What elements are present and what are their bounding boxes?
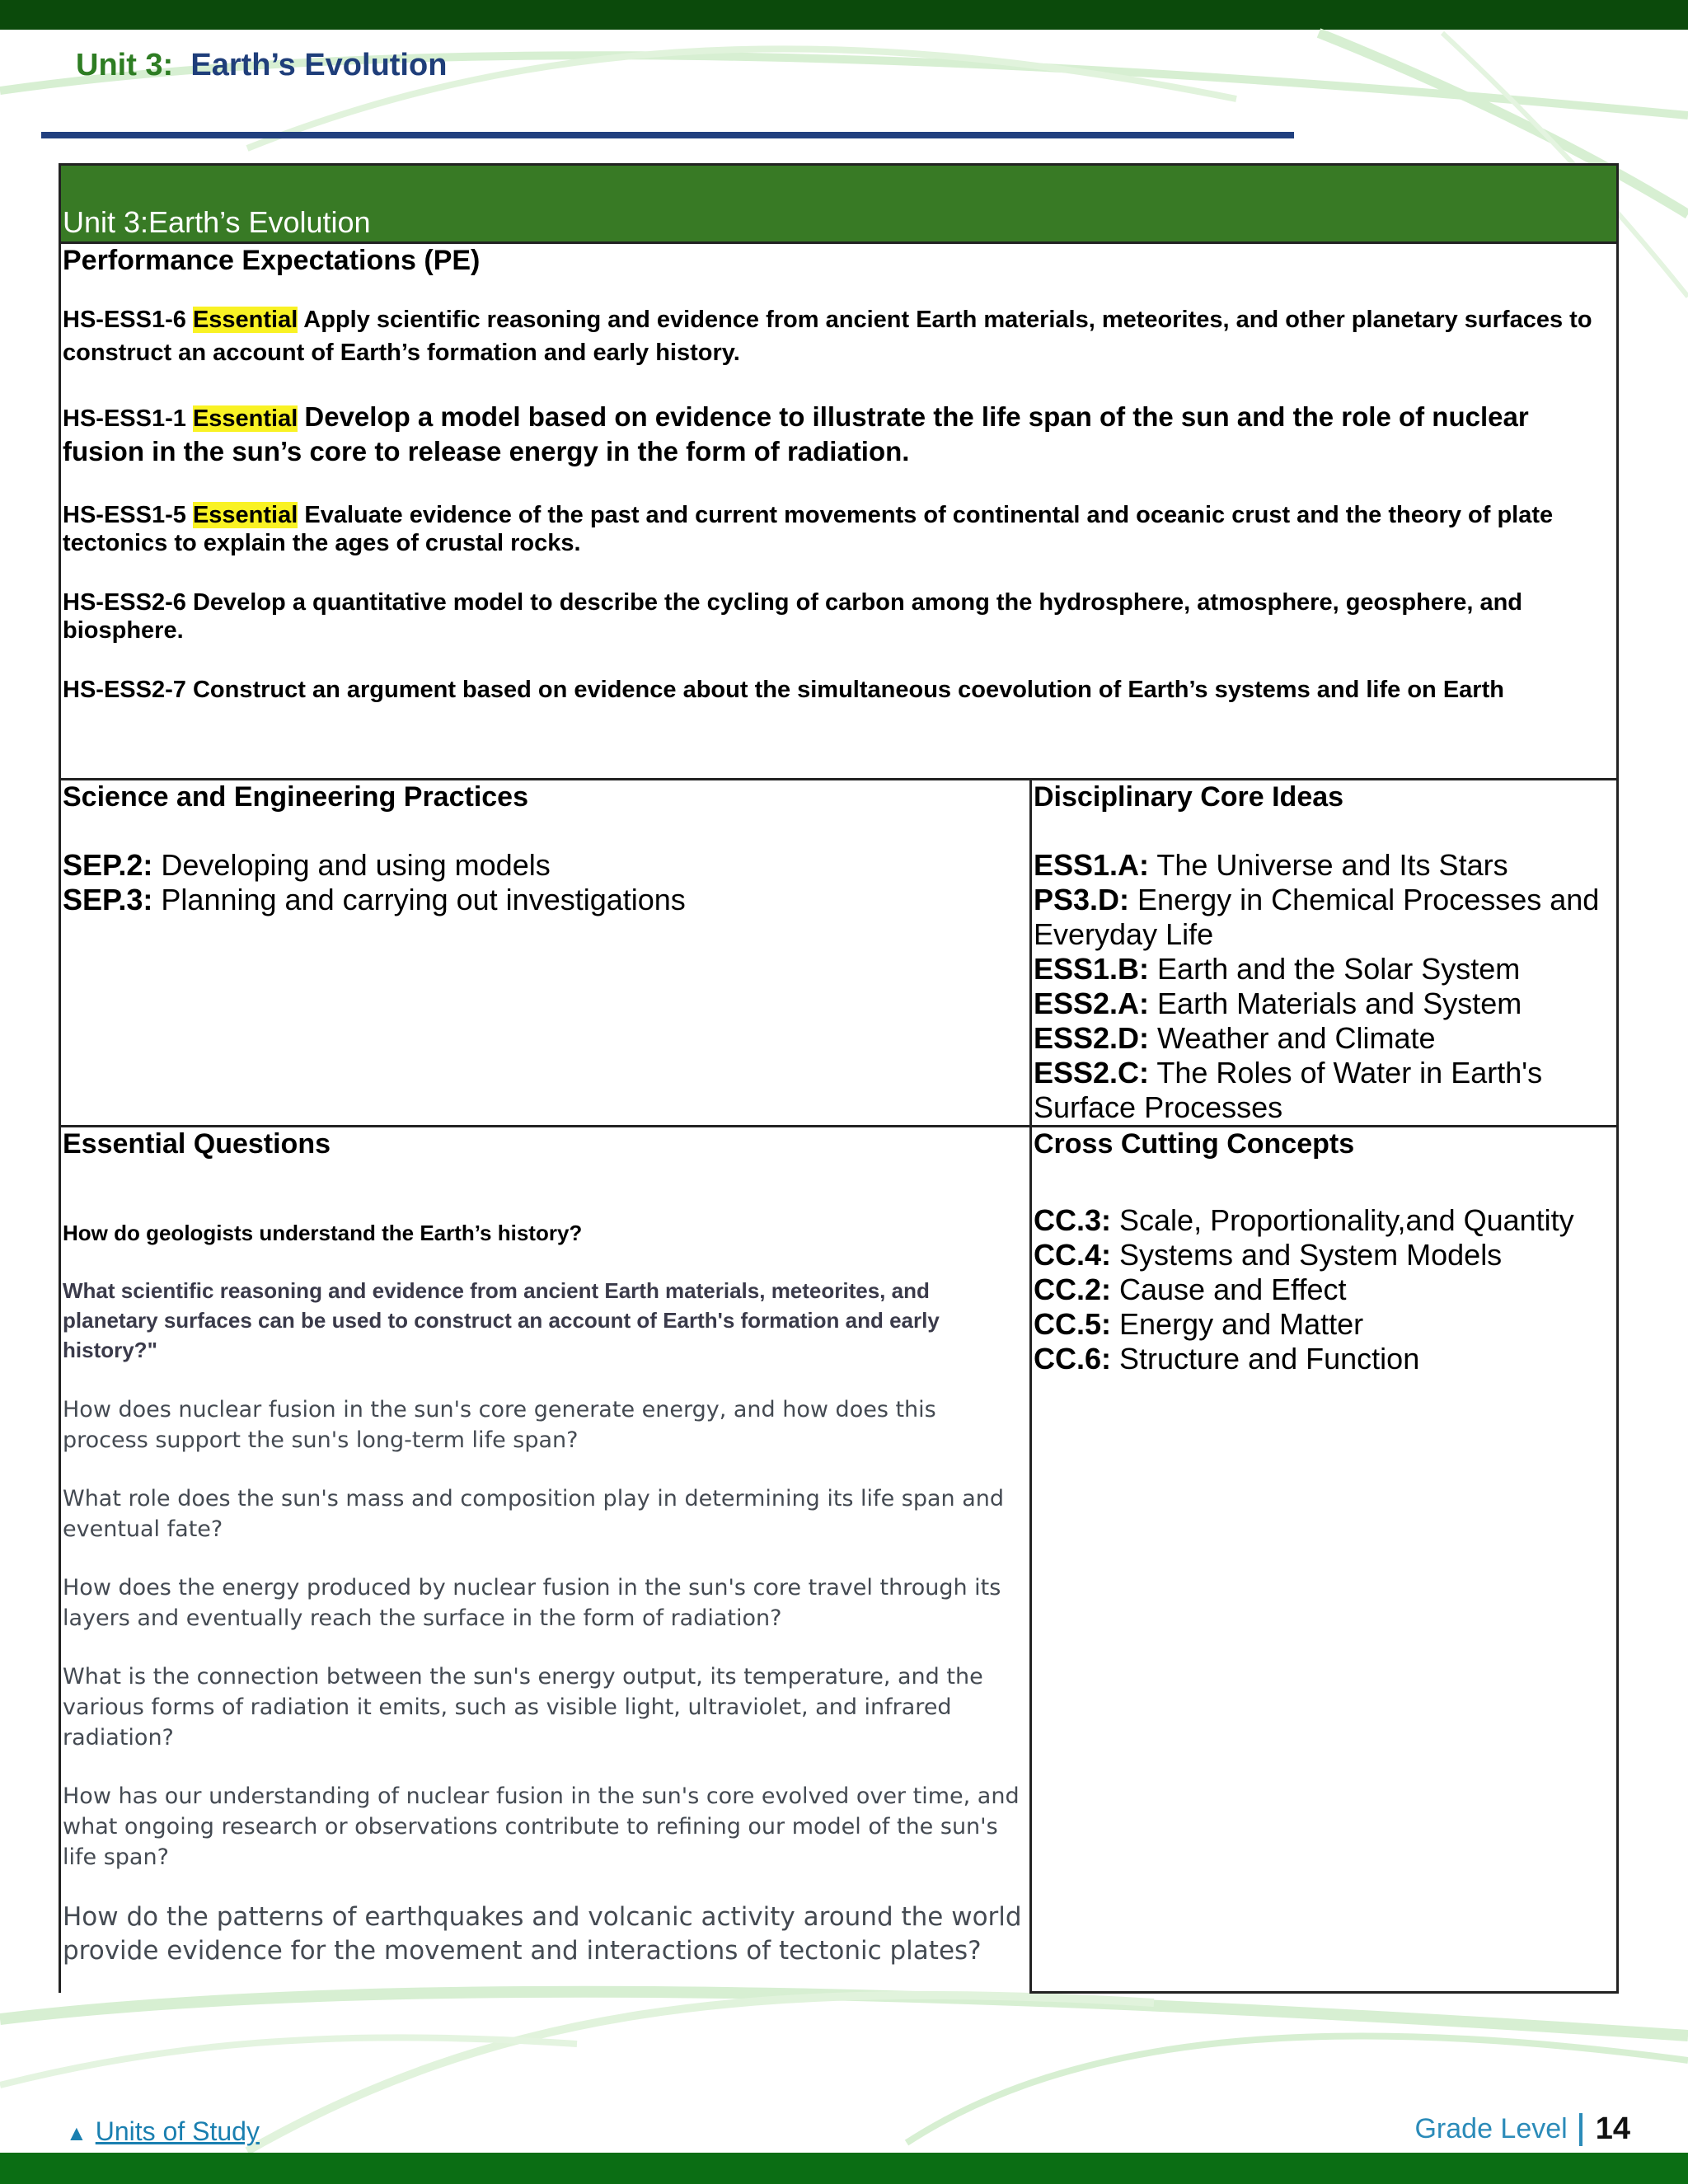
pe-text: Develop a model based on evidence to illustrate the life span of the sun and the role of nuclear fusion in the sun’s core to release energy in the form of radiation. xyxy=(63,401,1529,466)
pe-item xyxy=(63,501,1615,557)
essential-question: What is the connection between the sun's energy output, its temperature, and the various forms of radiation it emits, such as visible light, ultraviolet, and infrared radiation? xyxy=(63,1664,983,1750)
pe-heading: Performance Expectations (PE) xyxy=(63,245,481,276)
units-of-study-link[interactable]: Units of Study xyxy=(95,2116,260,2146)
pe-item xyxy=(63,588,1615,644)
performance-expectations-cell xyxy=(60,243,1618,780)
essential-tag: Essential xyxy=(192,405,298,432)
cc-item: CC.2: Cause and Effect xyxy=(1034,1272,1347,1306)
dci-item: ESS2.D: Weather and Climate xyxy=(1034,1021,1436,1055)
essential-questions-cell xyxy=(60,1127,1031,1993)
units-of-study-nav[interactable] xyxy=(66,2116,260,2147)
pe-code: HS-ESS1-6 xyxy=(63,307,186,333)
dci-item: ESS1.B: Earth and the Solar System xyxy=(1034,952,1521,986)
science-engineering-practices-cell xyxy=(60,780,1031,1127)
essential-question: How does nuclear fusion in the sun's core generate energy, and how does this process support the sun's long-term life span? xyxy=(63,1397,936,1453)
table-title: Unit 3:Earth’s Evolution xyxy=(63,205,371,239)
cc-item: CC.6: Structure and Function xyxy=(1034,1342,1420,1376)
essential-question: What scientific reasoning and evidence from ancient Earth materials, meteorites, and planetary surfaces can be used to construct an account of Earth's formation and early history?" xyxy=(63,1278,940,1362)
cc-item: CC.4: Systems and System Models xyxy=(1034,1238,1503,1272)
pe-text: Apply scientific reasoning and evidence from ancient Earth materials, meteorites, and other planetary surfaces to construct an account of Earth’s formation and early history. xyxy=(63,307,1592,366)
pe-code: HS-ESS1-5 xyxy=(63,502,186,528)
pe-item xyxy=(63,401,1615,470)
essential-question: How has our understanding of nuclear fusion in the sun's core evolved over time, and what ongoing research or observations contribute to refining our model of the sun's life span? xyxy=(63,1783,1020,1870)
dci-item: ESS1.A: The Universe and Its Stars xyxy=(1034,848,1508,882)
grade-level-label: Grade Level xyxy=(1414,2113,1568,2144)
pe-text: Construct an argument based on evidence about the simultaneous coevolution of Earth’s systems and life on Earth xyxy=(192,677,1504,703)
sep-item: SEP.2: Developing and using models xyxy=(63,848,551,882)
header-unit-name: Earth’s Evolution xyxy=(190,48,448,82)
essential-question: How do geologists understand the Earth’s history? xyxy=(63,1221,583,1245)
cc-heading: Cross Cutting Concepts xyxy=(1034,1128,1355,1160)
eq-heading: Essential Questions xyxy=(63,1128,331,1160)
page-number: 14 xyxy=(1595,2111,1630,2146)
table-title-cell xyxy=(60,165,1618,243)
essential-question: What role does the sun's mass and composition play in determining its life span and eventual fate? xyxy=(63,1486,1005,1542)
cross-cutting-concepts-cell xyxy=(1031,1127,1618,1993)
pe-code: HS-ESS2-6 xyxy=(63,589,186,616)
sep-item: SEP.3: Planning and carrying out investigations xyxy=(63,883,686,916)
pe-text: Evaluate evidence of the past and current movements of continental and oceanic crust and the theory of plate tectonics to explain the ages of crustal rocks. xyxy=(63,502,1554,556)
top-banner xyxy=(0,0,1688,30)
essential-tag: Essential xyxy=(192,502,298,528)
bottom-banner xyxy=(0,2153,1688,2184)
footer-divider xyxy=(1579,2113,1582,2146)
disciplinary-core-ideas-cell xyxy=(1031,780,1618,1127)
dci-item: PS3.D: Energy in Chemical Processes and Everyday Life xyxy=(1034,883,1600,951)
essential-tag: Essential xyxy=(192,307,298,333)
unit-overview-table xyxy=(59,163,1619,1994)
pe-item xyxy=(63,676,1615,704)
header-divider xyxy=(41,132,1294,138)
page-footer-info xyxy=(1414,2111,1630,2147)
pe-item xyxy=(63,303,1615,369)
dci-item: ESS2.A: Earth Materials and System xyxy=(1034,987,1522,1020)
cc-item: CC.5: Energy and Matter xyxy=(1034,1307,1364,1341)
triangle-up-icon: ▲ xyxy=(66,2121,87,2145)
dci-heading: Disciplinary Core Ideas xyxy=(1034,781,1344,813)
essential-question: How does the energy produced by nuclear fusion in the sun's core travel through its layers and eventually reach the surface in the form of radiation? xyxy=(63,1575,1001,1631)
header-unit-label: Unit 3: xyxy=(76,48,174,82)
cc-item: CC.3: Scale, Proportionality,and Quantity xyxy=(1034,1203,1574,1237)
pe-code: HS-ESS2-7 xyxy=(63,677,186,703)
sep-heading: Science and Engineering Practices xyxy=(63,781,529,813)
essential-question: How do the patterns of earthquakes and volcanic activity around the world provide evidence for the movement and interactions of tectonic plates? xyxy=(63,1902,1022,1966)
page-header-title xyxy=(76,48,447,83)
pe-text: Develop a quantitative model to describe the cycling of carbon among the hydrosphere, atmosphere, geosphere, and biosphere. xyxy=(63,589,1523,644)
dci-item: ESS2.C: The Roles of Water in Earth's Surface Processes xyxy=(1034,1056,1543,1124)
pe-code: HS-ESS1-1 xyxy=(63,405,186,432)
